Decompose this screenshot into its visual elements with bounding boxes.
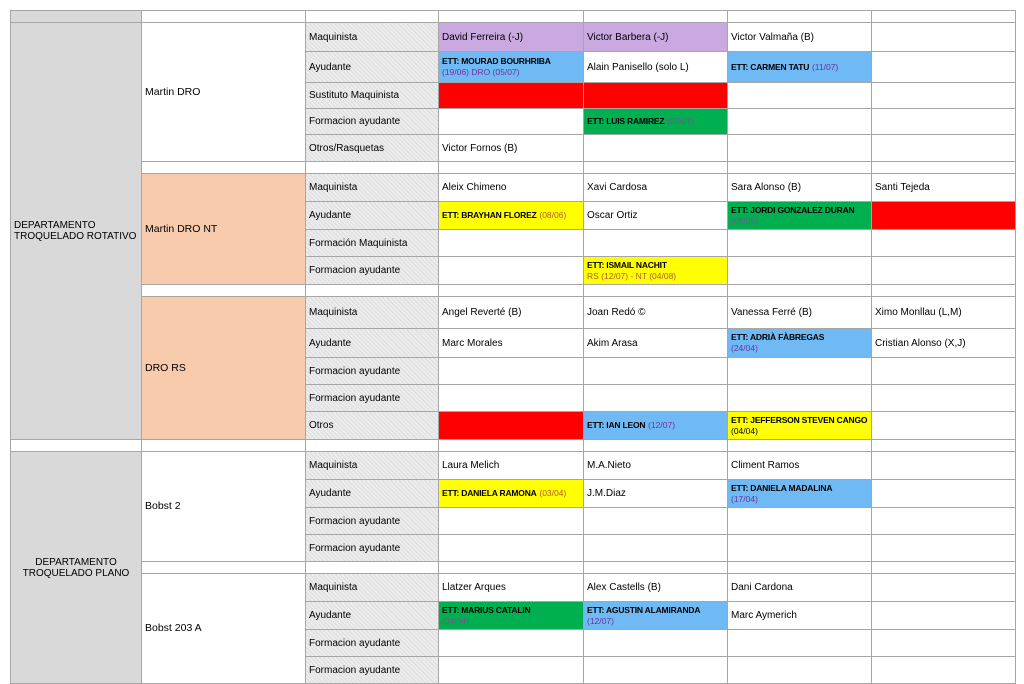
assignment-cell[interactable] (584, 412, 728, 440)
table-row (11, 574, 1016, 602)
empty-cell[interactable] (142, 440, 306, 452)
machine-name: Martin DRO (145, 85, 201, 98)
ett-name: ETT: ISMAIL NACHIT (587, 259, 667, 270)
assignment-cell[interactable] (584, 297, 728, 329)
assignment-cell[interactable] (872, 385, 1016, 412)
role-cell[interactable] (306, 574, 439, 602)
assignment-cell[interactable] (728, 630, 872, 657)
assignment-cell[interactable] (584, 508, 728, 535)
assignment-cell[interactable] (728, 452, 872, 480)
assignment-cell[interactable] (439, 52, 584, 83)
assignment-cell[interactable] (872, 202, 1016, 230)
assignment-cell[interactable] (872, 109, 1016, 135)
assignment-cell[interactable] (584, 358, 728, 385)
assignment-cell[interactable] (872, 657, 1016, 684)
role-cell[interactable] (306, 257, 439, 285)
assignment-cell[interactable] (439, 480, 584, 508)
assignment-cell[interactable] (439, 109, 584, 135)
spacer-row (11, 11, 1016, 23)
assignment-cell[interactable] (584, 574, 728, 602)
person-name: Sara Alonso (B) (731, 182, 802, 193)
assignment-cell[interactable] (439, 385, 584, 412)
start-date: (19/06) DRO (05/07) (442, 67, 520, 77)
role-label: Maquinista (309, 460, 358, 471)
role-cell[interactable] (306, 358, 439, 385)
machine-name: Bobst 2 (145, 500, 181, 512)
assignment-cell[interactable] (872, 329, 1016, 358)
assignment-cell[interactable] (872, 574, 1016, 602)
assignment-cell[interactable] (584, 230, 728, 257)
empty-cell[interactable] (306, 162, 439, 174)
role-label: Formacion ayudante (309, 116, 401, 127)
start-date: RS (12/07) - NT (04/08) (587, 270, 677, 281)
assignment-cell[interactable] (728, 297, 872, 329)
assignment-cell[interactable] (728, 257, 872, 285)
start-date: (03/04) (539, 488, 567, 498)
person-name: Victor Valmaña (B) (731, 31, 814, 43)
assignment-cell[interactable] (584, 202, 728, 230)
empty-cell[interactable] (142, 285, 306, 297)
machine-name: Bobst 203 A (145, 622, 202, 634)
empty-cell[interactable] (439, 162, 584, 174)
assignment-cell[interactable] (439, 202, 584, 230)
empty-cell[interactable] (306, 285, 439, 297)
assignment-cell[interactable] (439, 23, 584, 52)
person-name: Santi Tejeda (875, 182, 930, 193)
start-date: (12/07) (648, 420, 676, 430)
role-label: Maquinista (309, 582, 358, 593)
person-name: Cristian Alonso (X,J) (875, 337, 966, 349)
assignment-cell[interactable] (728, 574, 872, 602)
person-name: Llatzer Arques (442, 582, 506, 593)
table-row (11, 23, 1016, 52)
assignment-cell[interactable] (728, 657, 872, 684)
spacer-row (11, 440, 1016, 452)
assignment-cell[interactable] (872, 230, 1016, 257)
assignment-cell[interactable] (584, 385, 728, 412)
start-date: (08/05) (731, 215, 758, 226)
assignment-cell[interactable] (872, 412, 1016, 440)
table-row (11, 174, 1016, 202)
assignment-cell[interactable] (584, 630, 728, 657)
assignment-cell[interactable] (728, 535, 872, 562)
role-label: Formacion ayudante (309, 265, 401, 276)
person-name: J.M.Diaz (587, 488, 626, 499)
assignment-cell[interactable] (439, 83, 584, 109)
role-cell[interactable] (306, 480, 439, 508)
person-name: Joan Redó © (587, 307, 646, 318)
empty-cell[interactable] (439, 562, 584, 574)
role-cell[interactable] (306, 297, 439, 329)
role-label: Formacion ayudante (309, 515, 401, 527)
role-cell[interactable] (306, 52, 439, 83)
empty-cell[interactable] (872, 562, 1016, 574)
ett-name: ETT: JEFFERSON STEVEN CANGO (731, 414, 868, 425)
ett-name: ETT: MARIUS CATALIN (442, 604, 531, 615)
role-label: Formacion ayudante (309, 542, 401, 554)
assignment-cell[interactable] (872, 535, 1016, 562)
assignment-cell[interactable] (728, 135, 872, 162)
assignment-cell[interactable] (439, 535, 584, 562)
empty-cell[interactable] (584, 285, 728, 297)
person-name: Dani Cardona (731, 582, 793, 593)
role-label: Ayudante (309, 337, 352, 349)
machine-cell[interactable] (142, 23, 306, 162)
assignment-cell[interactable] (728, 83, 872, 109)
assignment-cell[interactable] (584, 83, 728, 109)
department-cell[interactable] (11, 452, 142, 684)
empty-cell[interactable] (142, 162, 306, 174)
role-cell[interactable] (306, 535, 439, 562)
start-date: (08/06) (539, 210, 567, 220)
ett-name: ETT: AGUSTIN ALAMIRANDA (587, 604, 701, 615)
spacer-row (11, 562, 1016, 574)
assignment-cell[interactable] (584, 480, 728, 508)
empty-cell[interactable] (872, 162, 1016, 174)
person-name: Vanessa Ferré (B) (731, 307, 812, 318)
role-cell[interactable] (306, 329, 439, 358)
machine-cell[interactable] (142, 452, 306, 562)
person-name: Climent Ramos (731, 460, 800, 471)
person-name: Marc Aymerich (731, 610, 797, 621)
empty-cell[interactable] (872, 11, 1016, 23)
role-cell[interactable] (306, 23, 439, 52)
empty-cell[interactable] (728, 162, 872, 174)
assignment-cell[interactable] (439, 412, 584, 440)
assignment-cell[interactable] (584, 109, 728, 135)
ett-name: ETT: IAN LEON (587, 420, 646, 430)
role-label: Maquinista (309, 307, 358, 318)
person-name: Angel Reverté (B) (442, 307, 522, 318)
empty-cell[interactable] (584, 562, 728, 574)
spacer-row (11, 162, 1016, 174)
assignment-cell[interactable] (728, 202, 872, 230)
person-name: Alex Castells (B) (587, 582, 661, 593)
person-name: Akim Arasa (587, 337, 638, 349)
assignment-cell[interactable] (728, 174, 872, 202)
assignment-cell[interactable] (439, 135, 584, 162)
person-name: Alain Panisello (solo L) (587, 61, 689, 73)
role-cell[interactable] (306, 385, 439, 412)
empty-cell[interactable] (728, 440, 872, 452)
assignment-cell[interactable] (439, 329, 584, 358)
assignment-cell[interactable] (728, 329, 872, 358)
empty-cell[interactable] (728, 11, 872, 23)
ett-name: ETT: JORDI GONZALEZ DURAN (731, 204, 855, 215)
ett-name: ETT: DANIELA RAMONA (442, 488, 537, 498)
ett-name: ETT: BRAYHAN FLOREZ (442, 210, 537, 220)
person-name: Oscar Ortiz (587, 210, 638, 221)
assignment-cell[interactable] (872, 508, 1016, 535)
assignment-cell[interactable] (584, 602, 728, 630)
assignment-cell[interactable] (728, 52, 872, 83)
machine-cell[interactable] (142, 297, 306, 440)
table-row (11, 452, 1016, 480)
start-date: (17/04) (731, 493, 758, 504)
machine-name: Martin DRO NT (145, 222, 218, 235)
spacer-row (11, 285, 1016, 297)
empty-cell[interactable] (306, 562, 439, 574)
assignment-cell[interactable] (584, 329, 728, 358)
assignment-cell[interactable] (872, 452, 1016, 480)
department-name: DEPARTAMENTO TROQUELADO PLANO (22, 556, 130, 579)
role-label: Formacion ayudante (309, 664, 401, 676)
empty-cell[interactable] (439, 285, 584, 297)
assignment-cell[interactable] (439, 257, 584, 285)
department-name: DEPARTAMENTO TROQUELADO ROTATIVO (14, 220, 137, 242)
start-date: (12/07) (587, 615, 614, 626)
role-cell[interactable] (306, 657, 439, 684)
person-name: Xavi Cardosa (587, 182, 648, 193)
assignment-cell[interactable] (872, 83, 1016, 109)
assignment-cell[interactable] (728, 602, 872, 630)
person-name: Aleix Chimeno (442, 182, 507, 193)
person-name: Ximo Monllau (L,M) (875, 307, 962, 318)
assignment-cell[interactable] (439, 452, 584, 480)
assignment-cell[interactable] (872, 257, 1016, 285)
assignment-cell[interactable] (728, 508, 872, 535)
role-cell[interactable] (306, 202, 439, 230)
ett-name: ETT: DANIELA MADALINA (731, 482, 833, 493)
assignment-cell[interactable] (439, 174, 584, 202)
empty-cell[interactable] (142, 11, 306, 23)
role-label: Maquinista (309, 31, 358, 43)
empty-cell[interactable] (584, 11, 728, 23)
empty-cell[interactable] (872, 285, 1016, 297)
department-cell[interactable] (11, 23, 142, 440)
role-label: Formacion ayudante (309, 392, 401, 404)
assignment-cell[interactable] (728, 230, 872, 257)
assignment-cell[interactable] (584, 174, 728, 202)
assignment-cell[interactable] (584, 535, 728, 562)
role-label: Ayudante (309, 610, 352, 621)
role-label: Sustituto Maquinista (309, 90, 400, 101)
empty-cell[interactable] (728, 562, 872, 574)
assignment-cell[interactable] (728, 412, 872, 440)
table-row (11, 297, 1016, 329)
assignment-cell[interactable] (439, 297, 584, 329)
machine-cell[interactable] (142, 174, 306, 285)
ett-name: ETT: MOURAD BOURHRIBA (442, 56, 551, 66)
role-cell[interactable] (306, 508, 439, 535)
assignment-cell[interactable] (584, 23, 728, 52)
role-cell[interactable] (306, 452, 439, 480)
assignment-cell[interactable] (728, 109, 872, 135)
start-date: (04/04) (731, 425, 758, 436)
role-cell[interactable] (306, 602, 439, 630)
ett-name: ETT: CARMEN TATU (731, 61, 810, 72)
role-label: Formacion ayudante (309, 637, 401, 649)
assignment-cell[interactable] (728, 385, 872, 412)
role-label: Formacion ayudante (309, 365, 401, 377)
assignment-cell[interactable] (439, 230, 584, 257)
empty-cell[interactable] (439, 11, 584, 23)
ett-name: ETT: ADRIÀ FÀBREGAS (731, 332, 825, 342)
ett-name: ETT: LUIS RAMIREZ (587, 116, 665, 126)
assignment-cell[interactable] (728, 480, 872, 508)
assignment-cell[interactable] (439, 602, 584, 630)
assignment-cell[interactable] (439, 657, 584, 684)
person-name: Victor Barbera (-J) (587, 31, 669, 43)
role-label: Otros/Rasquetas (309, 142, 385, 154)
assignment-cell[interactable] (584, 657, 728, 684)
machine-cell[interactable] (142, 574, 306, 684)
role-label: Ayudante (309, 210, 352, 221)
assignment-cell[interactable] (872, 630, 1016, 657)
empty-cell[interactable] (142, 562, 306, 574)
empty-cell[interactable] (306, 11, 439, 23)
role-cell[interactable] (306, 83, 439, 109)
empty-cell[interactable] (306, 440, 439, 452)
assignment-cell[interactable] (872, 602, 1016, 630)
empty-cell[interactable] (11, 11, 142, 23)
assignment-cell[interactable] (439, 358, 584, 385)
assignment-cell[interactable] (439, 574, 584, 602)
assignment-cell[interactable] (872, 174, 1016, 202)
empty-cell[interactable] (11, 440, 142, 452)
assignment-cell[interactable] (728, 358, 872, 385)
assignment-cell[interactable] (439, 508, 584, 535)
assignment-cell[interactable] (584, 135, 728, 162)
person-name: Victor Fornos (B) (442, 142, 518, 154)
staffing-spreadsheet (10, 10, 1016, 684)
assignment-cell[interactable] (872, 297, 1016, 329)
assignment-cell[interactable] (584, 257, 728, 285)
person-name: Marc Morales (442, 337, 503, 349)
person-name: M.A.Nieto (587, 460, 631, 471)
assignment-cell[interactable] (872, 358, 1016, 385)
role-cell[interactable] (306, 230, 439, 257)
assignment-cell[interactable] (584, 452, 728, 480)
empty-cell[interactable] (584, 162, 728, 174)
start-date: (07/07) (667, 116, 695, 126)
empty-cell[interactable] (872, 440, 1016, 452)
start-date: (24/04) (731, 343, 758, 353)
assignment-cell[interactable] (872, 135, 1016, 162)
machine-name: DRO RS (145, 361, 186, 374)
role-cell[interactable] (306, 109, 439, 135)
role-label: Ayudante (309, 488, 352, 499)
empty-cell[interactable] (584, 440, 728, 452)
start-date: (04/04) (442, 615, 469, 626)
empty-cell[interactable] (439, 440, 584, 452)
assignment-cell[interactable] (439, 630, 584, 657)
assignment-cell[interactable] (872, 23, 1016, 52)
assignment-cell[interactable] (872, 52, 1016, 83)
role-label: Ayudante (309, 61, 352, 73)
assignment-cell[interactable] (584, 52, 728, 83)
role-cell[interactable] (306, 630, 439, 657)
assignment-cell[interactable] (872, 480, 1016, 508)
person-name: David Ferreira (-J) (442, 31, 524, 43)
role-cell[interactable] (306, 174, 439, 202)
role-cell[interactable] (306, 412, 439, 440)
assignment-cell[interactable] (728, 23, 872, 52)
role-label: Formación Maquinista (309, 237, 408, 249)
role-label: Otros (309, 420, 334, 431)
empty-cell[interactable] (728, 285, 872, 297)
role-cell[interactable] (306, 135, 439, 162)
role-label: Maquinista (309, 182, 358, 193)
person-name: Laura Melich (442, 460, 500, 471)
start-date: (11/07) (811, 61, 839, 72)
